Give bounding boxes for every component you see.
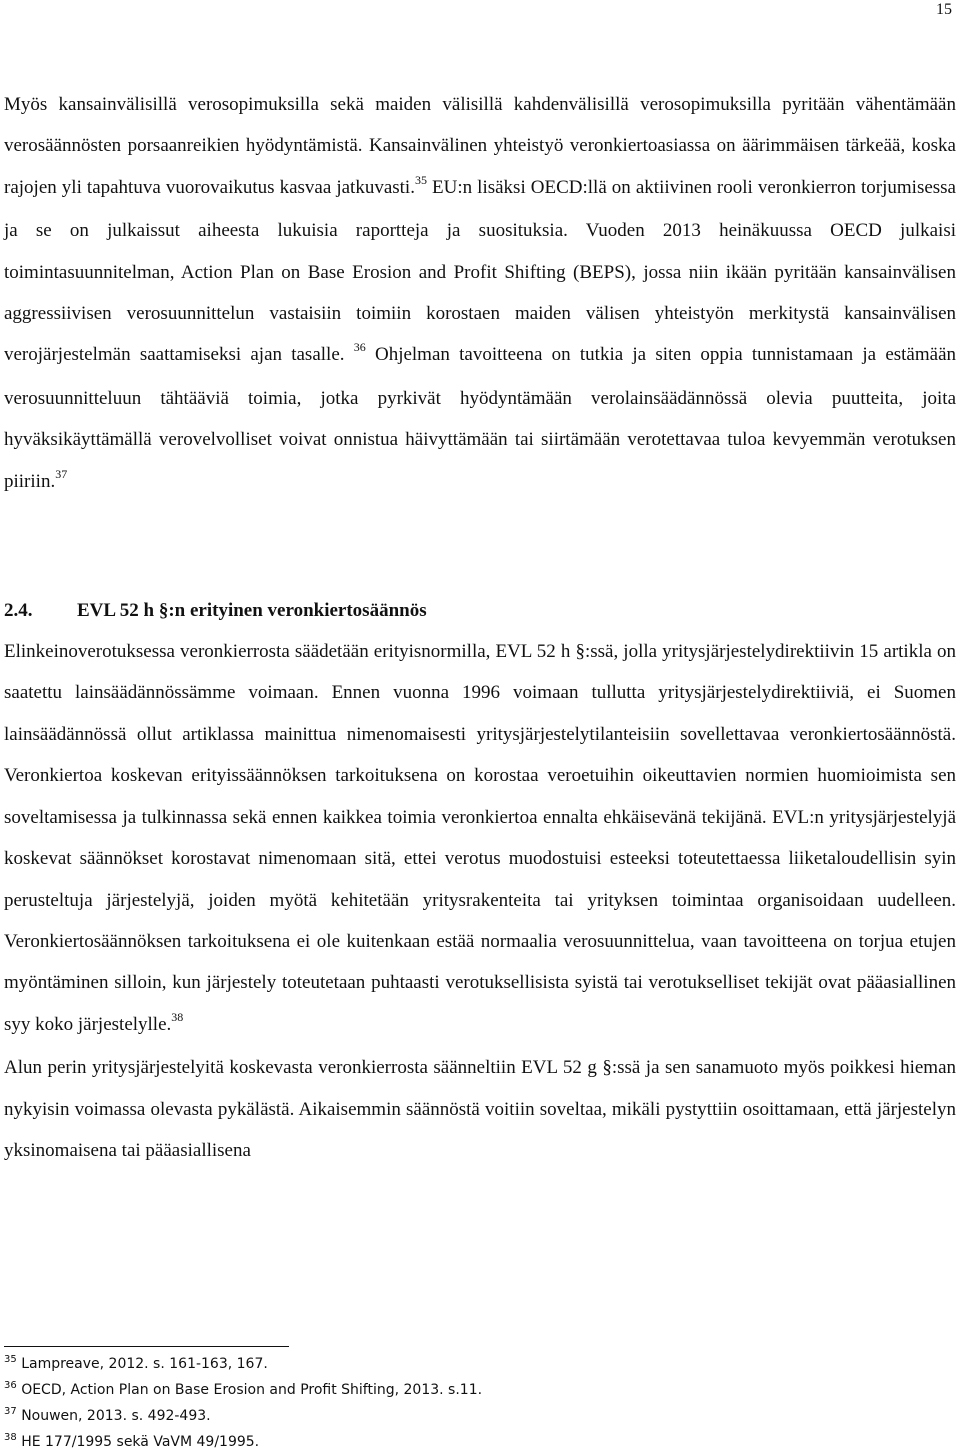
footnote-text: Lampreave, 2012. s. 161-163, 167. — [21, 1356, 268, 1372]
section-title: EVL 52 h §:n erityinen veronkiertosäännös — [77, 600, 427, 622]
footnote-text: HE 177/1995 sekä VaVM 49/1995. — [21, 1434, 260, 1450]
footnote-number: 37 — [4, 1406, 17, 1417]
section-heading — [4, 590, 956, 631]
footnote-38 — [4, 1430, 482, 1456]
footnote-text: Nouwen, 2013. s. 492-493. — [21, 1408, 211, 1424]
footnote-number: 38 — [4, 1432, 17, 1443]
footnote-ref-38: 38 — [171, 1009, 184, 1024]
footnote-36 — [4, 1378, 482, 1404]
document-body — [4, 84, 956, 1171]
paragraph-text: Elinkeinoverotuksessa veronkierrosta säädetään erityisnormilla, EVL 52 h §:ssä, jolla yritysjärjestelydirektiivin 15 artikla on saatettu lainsäädännössämme voimaan. Ennen vuonna 1996 voimaan tullutta yritysjärjestelydirektiiviä, ei Suomen lainsäädännössä ollut artiklassa mainittua nimenomaisesti yritysjärjestelytilanteisiin sovellettavaa veronkiertosäännöstä. Veronkiertoa koskevan erityissäännöksen tarkoituksena on korostaa veroetuihin oikeuttavien normien huomioimista sen soveltamisessa ja tulkinnassa sekä ennen kaikkea toimia veronkiertoa ennalta ehkäisevänä tekijänä. EVL:n yritysjärjestelyjä koskevat säännökset korostavat nimenomaan sitä, ettei verotus muodostuisi esteeksi toteutettaessa liiketaloudellisin syin perusteltuja järjestelyjä, joiden myötä kehitetään yritysrakenteita tai yrityksen toimintaa organisoidaan uudelleen. Veronkiertosäännöksen tarkoituksena ei ole kuitenkaan estää normaalia verosuunnittelua, vaan tavoitteena on torjua etujen myöntäminen silloin, kun järjestely toteutetaan puhtaasti verotuksellisista syistä tai verotukselliset tekijät ovat pääasiallinen syy koko järjestelylle. — [4, 641, 956, 1035]
footnote-number: 36 — [4, 1380, 17, 1391]
footnote-37 — [4, 1404, 482, 1430]
footnote-ref-37: 37 — [55, 466, 68, 481]
footnote-35 — [4, 1352, 482, 1378]
paragraph-text: Ohjelman tavoitteena on tutkia ja siten oppia tunnistamaan ja estämään verosuunnitteluun tähtääviä toimia, jotka pyrkivät hyödyntämään verolainsäädännössä olevia puutteita, joita hyväksikäyttämällä verovelvolliset voivat onnistua häivyttämään tai siirtämään verotettavaa tuloa kevyemmän verotuksen piiriin. — [4, 344, 957, 492]
footnote-ref-35: 35 — [414, 172, 427, 187]
footnote-text: OECD, Action Plan on Base Erosion and Profit Shifting, 2013. s.11. — [21, 1382, 483, 1398]
footnote-number: 35 — [4, 1354, 17, 1365]
paragraph-text: Myös kansainvälisillä verosopimuksilla sekä maiden välisillä kahdenvälisillä verosopimuksilla pyritään vähentämään verosäännösten porsaanreikien hyödyntämistä. Kansainvälinen yhteistyö veronkiertoasiassa on äärimmäisen tärkeää, koska rajojen yli tapahtuva vuorovaikutus kasvaa jatkuvasti. — [4, 94, 956, 198]
section-number: 2.4. — [4, 600, 33, 622]
paragraph-text: Alun perin yritysjärjestelyitä koskevasta veronkierrosta säänneltiin EVL 52 g §:ssä ja sen sanamuoto myös poikkesi hieman nykyisin voimassa olevasta pykälästä. Aikaisemmin säännöstä voitiin soveltaa, mikäli pystyttiin osoittamaan, että järjestelyn yksinomaisena tai pääasiallisena — [4, 1057, 956, 1161]
paragraph-oecd-beps — [4, 84, 956, 504]
paragraph-evl-52g — [4, 1047, 956, 1171]
paragraph-evl-52h — [4, 631, 956, 1047]
footnote-ref-36: 36 — [353, 340, 366, 355]
paragraph-text: EU:n lisäksi OECD:llä on aktiivinen rooli veronkierron torjumisessa ja se on julkaissut aiheesta lukuisia raportteja ja suosituksia. Vuoden 2013 heinäkuussa OECD julkaisi toimintasuunnitelman, Action Plan on Base Erosion and Profit Shifting (BEPS), jossa niin ikään pyritään kansainvälisen aggressiivisen verosuunnittelun vastaisiin toimiin korostaen maiden välisen yhteistyön merkitystä kansainvälisen verojärjestelmän saattamiseksi ajan tasalle. — [4, 176, 956, 366]
footnotes — [4, 1352, 482, 1456]
footnote-divider — [4, 1346, 289, 1347]
page-number: 15 — [936, 1, 952, 18]
